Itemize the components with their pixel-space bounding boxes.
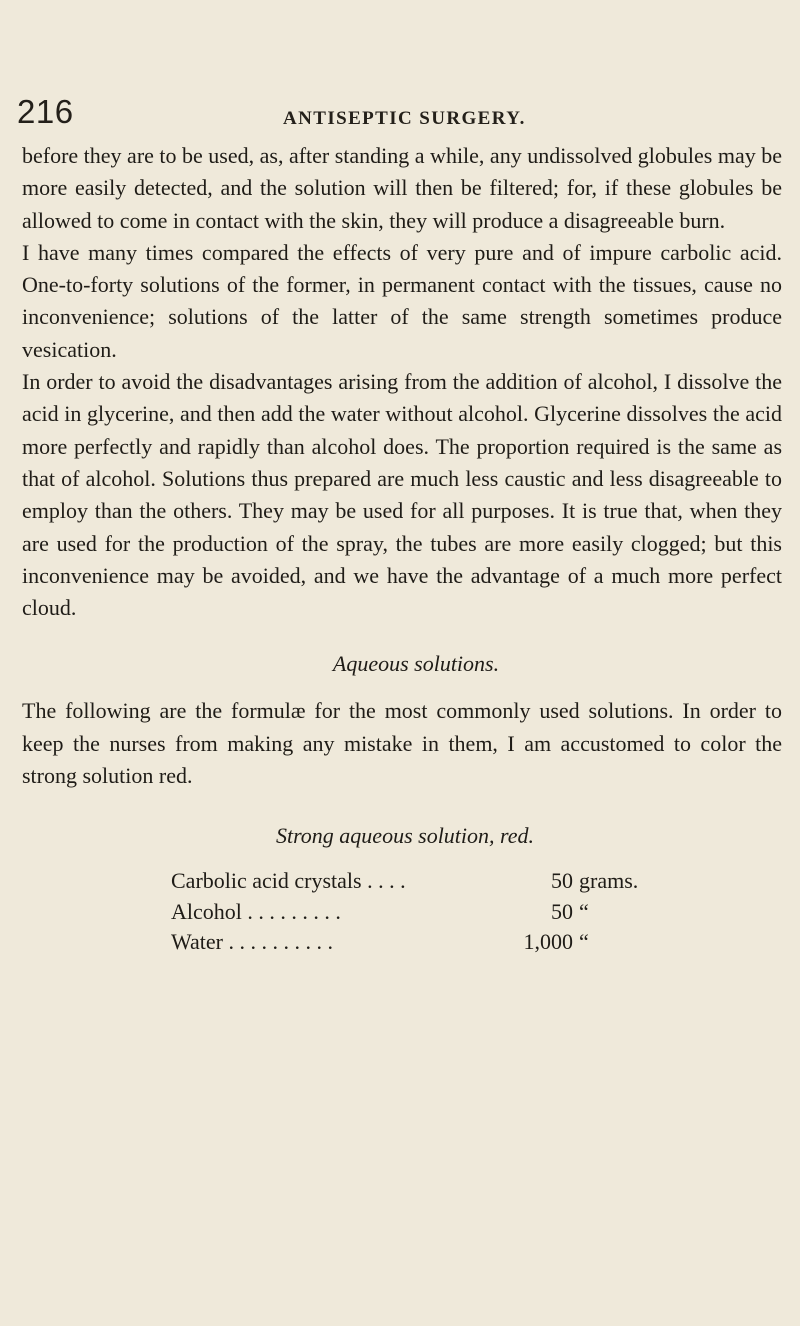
- paragraph-continuation: before they are to be used, as, after standing a while, any undissolved globules may be more easily detected, and the solution will then be filtered; for, if these globules be allowed to come in contact with the skin, they will produce a disagreeable burn.: [22, 143, 782, 233]
- formula-quantity: 50: [551, 898, 573, 924]
- formula-heading: Strong aqueous solution, red.: [275, 823, 535, 849]
- formula-row: [171, 927, 671, 958]
- formula-ingredient: Carbolic acid crystals . . . .: [171, 868, 406, 894]
- formula-ingredient: Alcohol . . . . . . . . .: [171, 898, 341, 924]
- formula-ingredient: Water . . . . . . . . . .: [171, 929, 333, 955]
- page-number: 216: [17, 93, 74, 130]
- formula-quantity: 50: [551, 868, 573, 894]
- formula-quantity: 1,000: [523, 929, 573, 955]
- page-body: [22, 140, 782, 958]
- paragraph-glycerine-method: In order to avoid the disadvantages arising from the addition of alcohol, I dissolve the acid in glycerine, and then add the water without alcohol. Glycerine dissolves the acid more perfectly and rapidly than alcohol does. The proportion required is the same as that of alcohol. Solutions thus prepared are much less caustic and less disagreeable to employ than the others. They may be used for all purposes. It is true that, when they are used for the production of the spray, the tubes are more easily clogged; but this inconvenience may be avoided, and we have the advantage of a much more perfect cloud.: [22, 369, 782, 621]
- formula-row: [171, 897, 671, 928]
- paragraph-carbolic-comparison: I have many times compared the effects of very pure and of impure carbolic acid. One-to-forty solutions of the former, in permanent contact with the tissues, cause no inconvenience; solutions of the latter of the same strength sometimes produce vesication.: [22, 239, 782, 362]
- section-heading: Aqueous solutions.: [332, 651, 500, 677]
- formula-table: [171, 866, 671, 958]
- formula-unit: “: [579, 929, 589, 955]
- formula-row: [171, 866, 671, 897]
- formula-unit: “: [579, 898, 589, 924]
- paragraph-formulae-intro: The following are the formulæ for the most commonly used solutions. In order to keep the nurses from making any mistake in them, I am accustomed to color the strong solution red.: [22, 698, 782, 789]
- formula-unit: grams.: [579, 868, 639, 894]
- running-title: ANTISEPTIC SURGERY.: [283, 108, 526, 129]
